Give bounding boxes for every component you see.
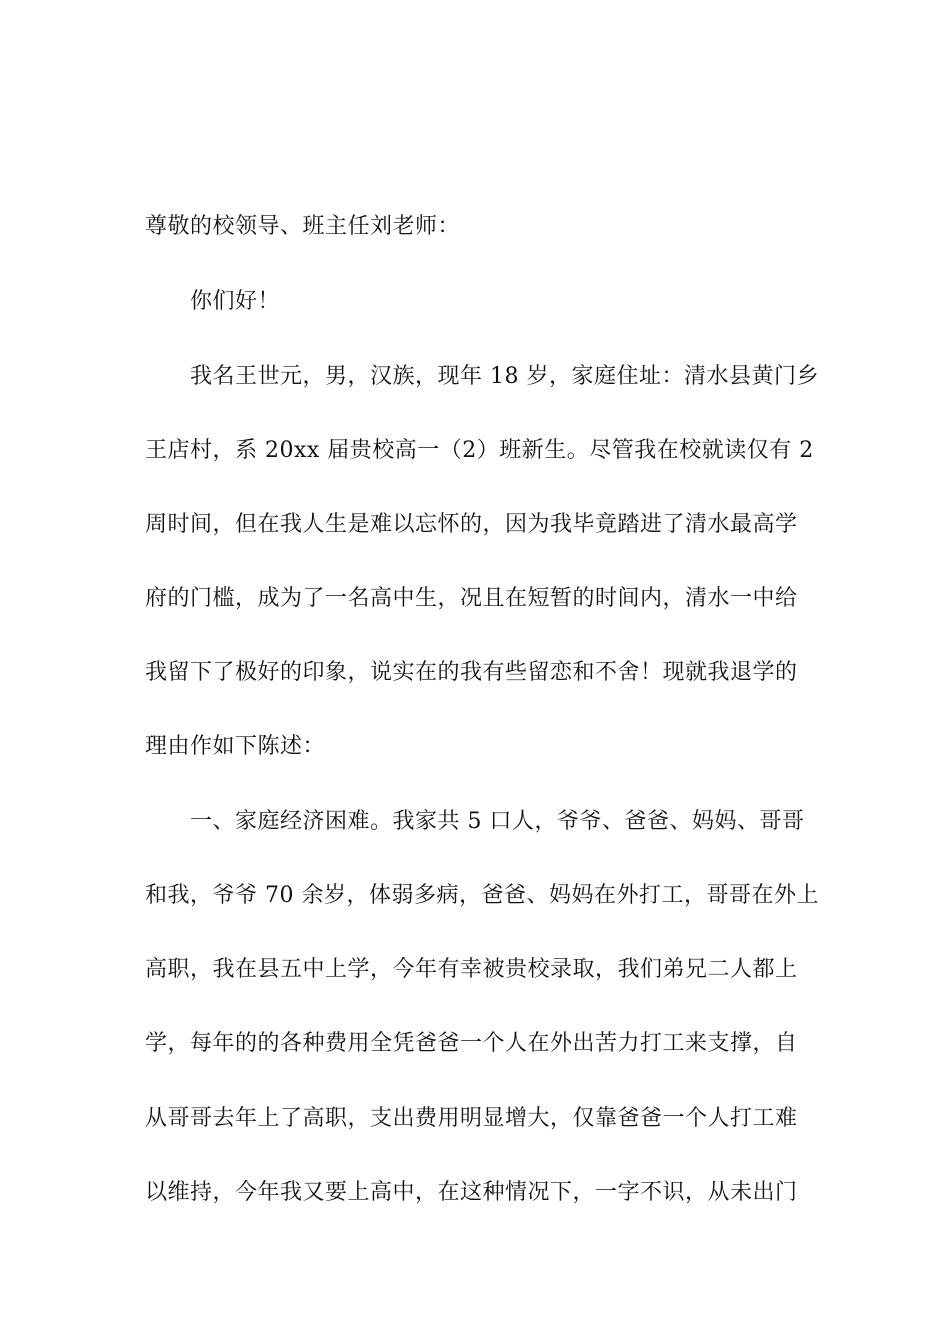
paragraph-2-line-6: 以维持，今年我又要上高中，在这种情况下，一字不识，从未出门 — [145, 1180, 798, 1205]
paragraph-2-line-1: 一、家庭经济困难。我家共 5 口人，爷爷、爸爸、妈妈、哥哥 — [190, 809, 805, 834]
paragraph-1-line-6: 理由作如下陈述： — [145, 734, 326, 759]
paragraph-1-line-5: 我留下了极好的印象，说实在的我有些留恋和不舍！现就我退学的 — [145, 660, 798, 685]
paragraph-2-line-5: 从哥哥去年上了高职，支出费用明显增大，仅靠爸爸一个人打工难 — [145, 1106, 798, 1131]
paragraph-1-line-3: 周时间，但在我人生是难以忘怀的，因为我毕竟踏进了清水最高学 — [145, 512, 798, 537]
paragraph-1-line-4: 府的门槛，成为了一名高中生，况且在短暂的时间内，清水一中给 — [145, 586, 798, 611]
paragraph-1-line-2: 王店村，系 20xx 届贵校高一（2）班新生。尽管我在校就读仅有 2 — [145, 438, 814, 463]
greeting-line: 你们好！ — [190, 289, 281, 314]
paragraph-2-line-4: 学，每年的的各种费用全凭爸爸一个人在外出苦力打工来支撑，自 — [145, 1031, 798, 1056]
paragraph-2-line-3: 高职，我在县五中上学，今年有幸被贵校录取，我们弟兄二人都上 — [145, 957, 798, 982]
salutation-line: 尊敬的校领导、班主任刘老师： — [145, 214, 461, 239]
paragraph-2-line-2: 和我，爷爷 70 余岁，体弱多病，爸爸、妈妈在外打工，哥哥在外上 — [145, 883, 819, 908]
paragraph-1-line-1: 我名王世元，男，汉族，现年 18 岁，家庭住址：清水县黄门乡 — [190, 364, 819, 389]
